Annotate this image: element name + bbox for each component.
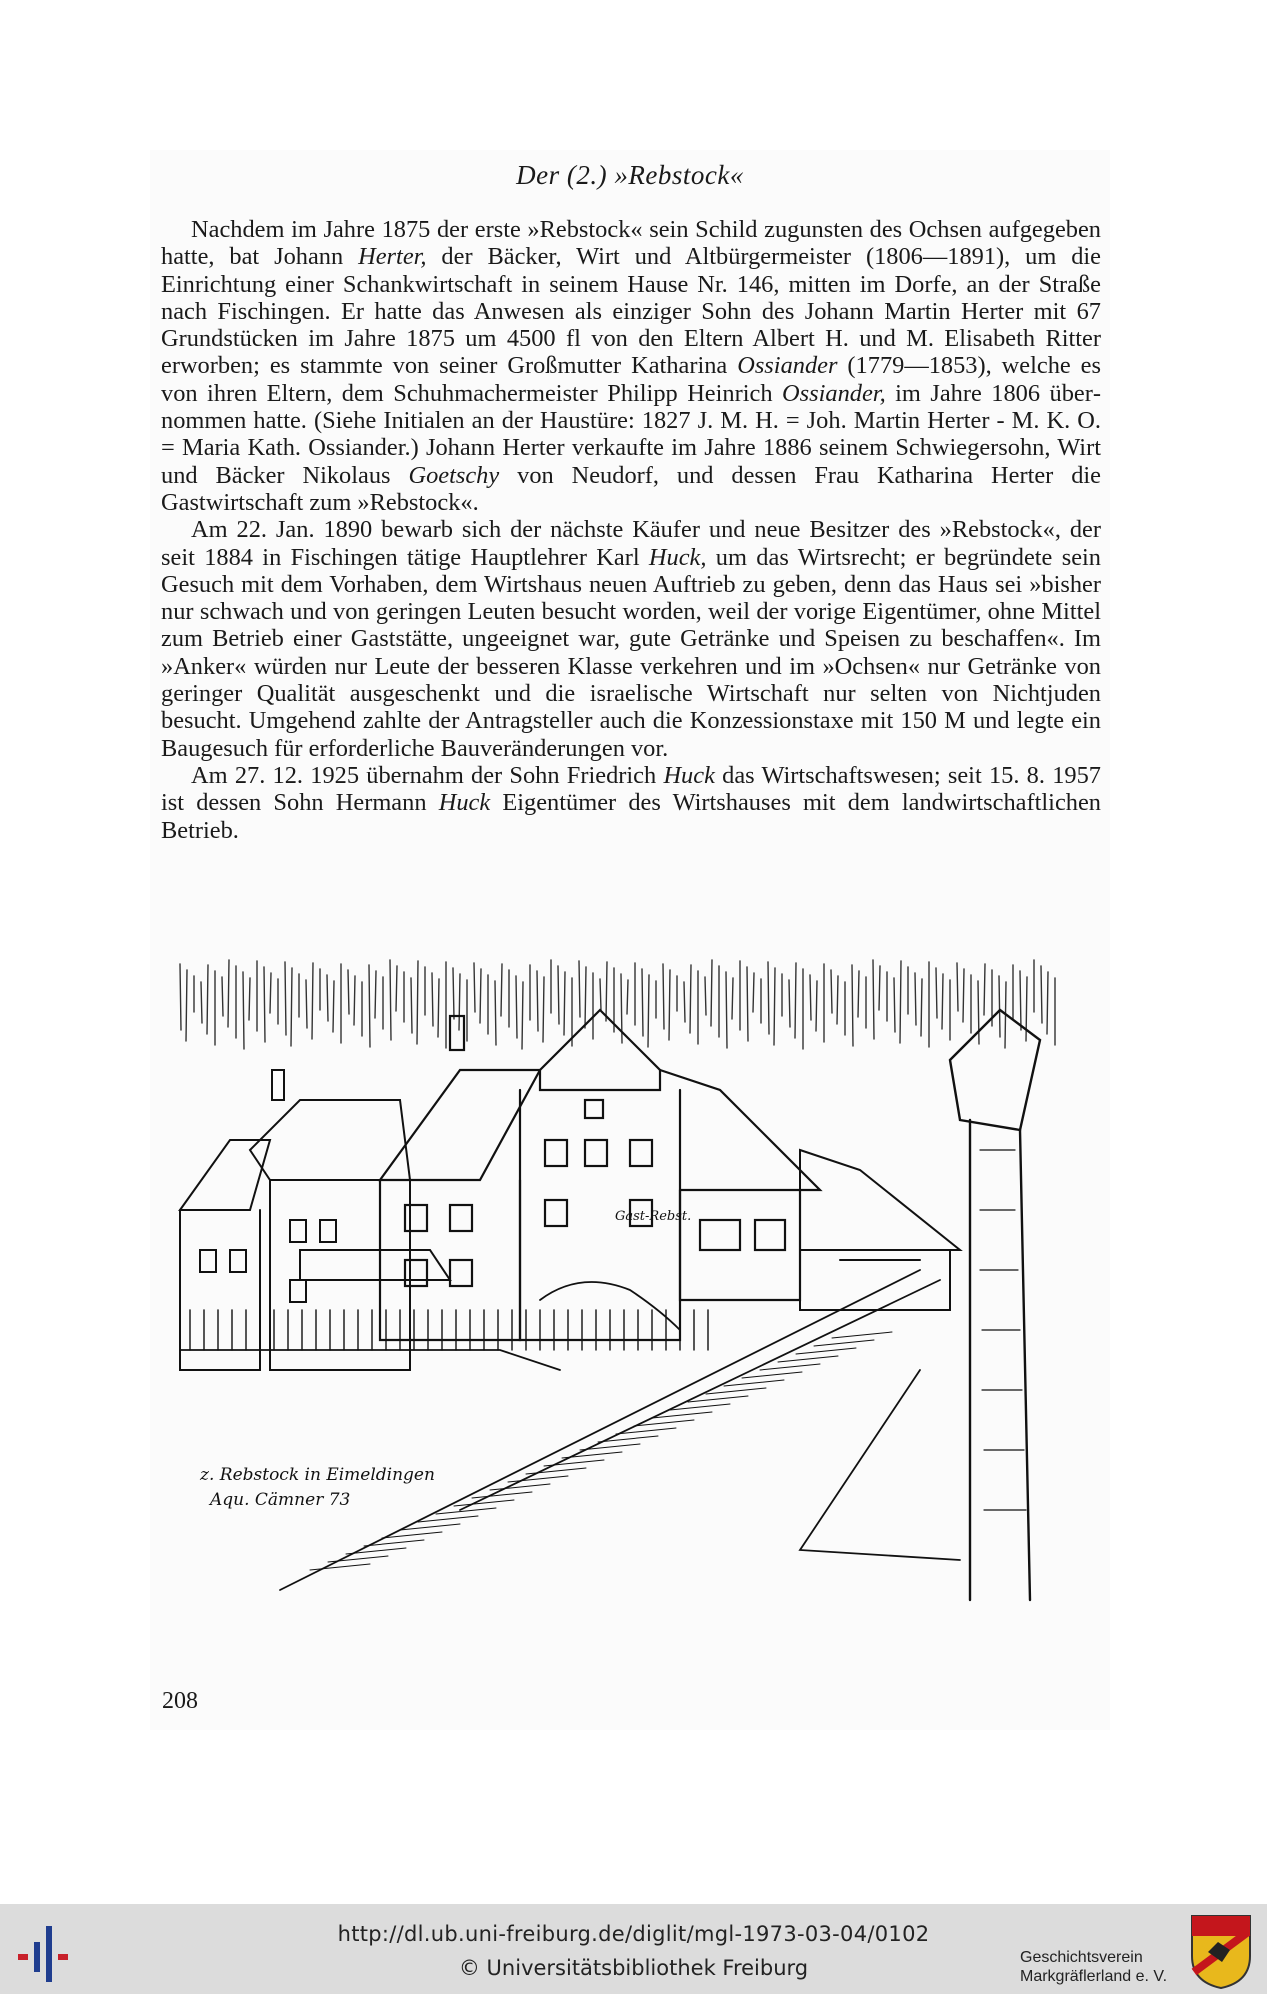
road-hatching [310,1332,892,1570]
footer-url-link[interactable]: http://dl.ub.uni-freiburg.de/diglit/mgl-1973-03-04/0102 [337,1922,930,1946]
drawing-sign-text: Gast-Rebst. [615,1209,692,1224]
footer-copyright: © Universitätsbibliothek Freiburg [458,1956,809,1980]
name-huck-2: Huck [663,761,715,789]
house-main [380,1010,820,1340]
name-huck-3: Huck [438,789,491,817]
street [180,1270,960,1590]
name-ossiander: Ossiander [737,352,838,380]
sky-hatching [180,960,1055,1049]
viewer-footer [0,1904,1267,1994]
society-line-1: Geschichtsverein [1020,1949,1143,1966]
paragraph-2: Am 22. Jan. 1890 bewarb sich der nächste Käufer und neue Besitzer des »Rebstock«, der seit 1884 in Fischingen tätige Hauptlehrer Karl Huck, um das Wirtsrecht; er begründete sein Gesuch mit dem Vorhaben, dem Wirtshaus neuen Auftrieb zu geben, denn das Haus sei »bisher nur schwach und von geringen Leuten besucht worden, weil der vorige Eigentümer, ohne Mittel zum Betrieb einer Gaststätte, ungeeignet war, gute Getränke und Speisen zu beschaffen«. Im »Anker« würden nur Leute der besseren Klasse verkehren und im »Ochsen« nur Getränke von geringer Qualität ausgeschenkt und die israelische Wirtschaft nur selten von Nichtjuden besucht. Umgehend zahlte der Antragsteller auch die Konzessionstaxe mit 150 M und legte ein Baugesuch für erforderliche Bauveränderungen vor. [161,516,1101,762]
name-goetschy: Goetschy [408,461,500,489]
running-head: Der (2.) »Rebstock« [516,160,744,190]
name-herter: Herter, [358,243,427,271]
paragraph-1: Nachdem im Jahre 1875 der erste »Rebstock« sein Schild zugunsten des Ochsen aufgegeben hatte, bat Johann Herter, der Bäcker, Wirt und Altbürgermeister (1806—1891), um die Einrichtung einer Schankwirtschaft in seinem Hause Nr. 146, mitten im Dorfe, an der Straße nach Fischingen. Er hatte das Anwesen als einziger Sohn des Johann Martin Herter mit 67 Grundstücken im Jahre 1875 um 4500 fl von den Eltern Albert H. und M. Elisabeth Ritter erworben; es stammte von seiner Großmutter Katharina Ossiander (1779—1853), welche es von ihren Eltern, dem Schuhmachermeister Philipp Heinrich Ossiander, im Jahre 1806 übernommen hatte. (Siehe Initialen an der Haustüre: 1827 J. M. H. = Joh. Martin Herter - M. K. O. = Maria Kath. Ossiander.) Johann Herter verkaufte im Jahre 1886 seinem Schwiegersohn, Wirt und Bäcker Nikolaus Goetschy von Neudorf, und dessen Frau Katharina Herter die Gastwirtschaft zum »Rebstock«. [161,216,1102,516]
society-name [1020,1948,1195,1986]
page-number: 208 [162,1688,198,1714]
house-right [800,1150,960,1310]
society-line-2: Markgräflerland e. V. [1020,1968,1168,1985]
body-text [161,216,1101,844]
scanned-page [150,150,1110,1730]
name-ossiander-2: Ossiander, [782,379,886,407]
fence [190,1310,708,1350]
name-huck: Huck, [648,543,707,571]
markgraeflerland-crest-icon[interactable] [1188,1912,1254,1990]
paragraph-3: Am 27. 12. 1925 übernahm der Sohn Friedrich Huck das Wirtschaftswesen; seit 15. 8. 1957 ist dessen Sohn Hermann Huck Eigentümer des Wirtshauses mit dem landwirtschaftlichen Betrieb. [161,761,1101,844]
tower-right [950,1010,1040,1600]
ink-drawing-rebstock [160,950,1100,1630]
house-left [180,1070,450,1370]
drawing-caption-line2: Aqu. Cämner 73 [210,1490,351,1510]
drawing-caption-line1: z. Rebstock in Eimeldingen [200,1465,435,1485]
